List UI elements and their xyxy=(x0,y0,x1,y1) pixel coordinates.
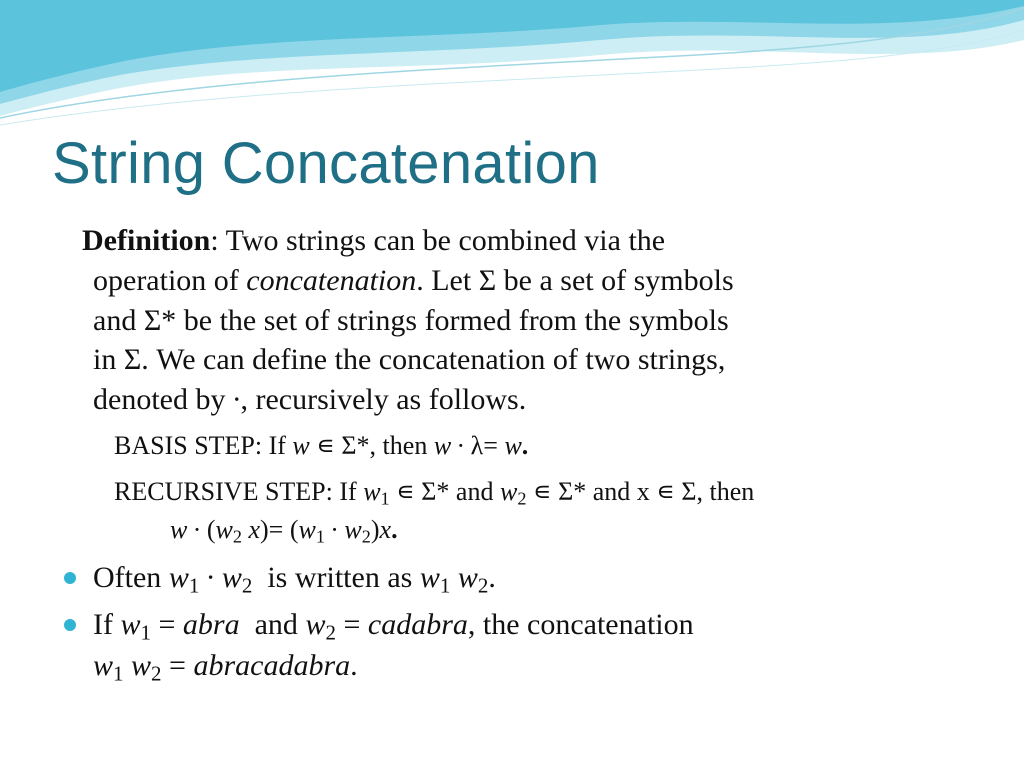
bullet2-sub: 2 xyxy=(325,620,336,645)
recursive-var: w xyxy=(215,515,233,544)
bullet-2-line-1 xyxy=(93,605,694,645)
definition-line-3: and Σ* be the set of strings formed from the symbols xyxy=(93,304,729,337)
bullet1-var: w xyxy=(419,561,440,594)
bullet2-op: = xyxy=(151,608,183,641)
basis-var: w xyxy=(292,431,310,460)
bullet1-var: w xyxy=(450,561,478,594)
bullet2-sub: 1 xyxy=(113,661,124,686)
recursive-var: w xyxy=(298,515,316,544)
bullet1-var: w xyxy=(221,561,242,594)
recursive-prefix: RECURSIVE STEP: If xyxy=(114,477,364,506)
bullet2-sub: 2 xyxy=(151,661,162,686)
basis-op: ∙ λ= xyxy=(451,431,505,460)
bullet2-op: = xyxy=(335,608,368,641)
recursive-var: w xyxy=(344,515,362,544)
bullet2-var: w xyxy=(305,608,326,641)
bullet2-text: and xyxy=(239,608,306,641)
recursive-op: )= ( xyxy=(260,515,299,544)
bullet1-sub: 2 xyxy=(477,573,489,598)
recursive-sub: 2 xyxy=(517,488,527,509)
bullet2-sub: 1 xyxy=(140,620,151,645)
bullet1-op: ∙ xyxy=(199,561,222,594)
bullet1-end: . xyxy=(488,561,496,594)
bullet1-text: Often xyxy=(93,561,169,594)
bullet-icon xyxy=(64,572,76,584)
recursive-sub: 1 xyxy=(380,488,390,509)
recursive-sub: 2 xyxy=(361,526,371,547)
recursive-mid: ∊ Σ* and x ∊ Σ, then xyxy=(526,477,755,506)
definition-line-4: in Σ. We can define the concatenation of two strings, xyxy=(93,343,726,376)
basis-step xyxy=(114,429,528,463)
definition-line-2 xyxy=(93,261,734,301)
recursive-sub: 2 xyxy=(232,526,242,547)
bullet2-var: w xyxy=(93,649,114,682)
slide-title: String Concatenation xyxy=(52,131,600,196)
recursive-var: w xyxy=(499,477,518,506)
bullet-2-line-2 xyxy=(93,646,358,686)
bullet2-value: abracadabra xyxy=(193,649,351,682)
recursive-var: x xyxy=(241,515,260,544)
bullet2-value: abra xyxy=(182,608,240,641)
bullet2-text: If xyxy=(93,608,121,641)
bullet2-var: w xyxy=(120,608,141,641)
bullet-icon xyxy=(64,619,76,631)
bullet2-text: , the concatenation xyxy=(467,608,694,641)
definition-line-1 xyxy=(82,221,665,261)
definition-label: Definition xyxy=(82,224,211,257)
basis-mid: ∊ Σ*, then xyxy=(309,431,434,460)
recursive-op: ∙ xyxy=(324,515,345,544)
recursive-var: w xyxy=(170,515,188,544)
concatenation-term: concatenation xyxy=(246,264,417,297)
bullet1-var: w xyxy=(168,561,189,594)
bullet2-value: cadabra xyxy=(367,608,468,641)
bullet2-op: = xyxy=(161,649,194,682)
recursive-end: . xyxy=(391,515,398,544)
definition-text-2c: . Let Σ be a set of symbols xyxy=(416,264,734,297)
recursive-op: ∙ ( xyxy=(187,515,216,544)
bullet1-sub: 2 xyxy=(241,573,253,598)
bullet-1 xyxy=(93,558,496,598)
recursive-step-line-2 xyxy=(170,513,398,547)
recursive-step-line-1 xyxy=(114,475,754,509)
bullet1-sub: 1 xyxy=(439,573,451,598)
recursive-sub: 1 xyxy=(315,526,325,547)
basis-var: w xyxy=(504,431,522,460)
recursive-var: w xyxy=(363,477,381,506)
recursive-var: x xyxy=(379,515,392,544)
recursive-op: ) xyxy=(370,515,380,544)
recursive-mid: ∊ Σ* and xyxy=(389,477,500,506)
basis-var: w xyxy=(433,431,452,460)
basis-prefix: BASIS STEP: If xyxy=(114,431,293,460)
definition-line-5: denoted by ∙, recursively as follows. xyxy=(93,383,527,416)
definition-text-2a: operation of xyxy=(93,264,247,297)
bullet1-sub: 1 xyxy=(188,573,200,598)
bullet2-end: . xyxy=(350,649,358,682)
bullet1-text: is written as xyxy=(252,561,420,594)
definition-text-1: : Two strings can be combined via the xyxy=(210,224,666,257)
bullet2-var: w xyxy=(123,649,152,682)
basis-end: . xyxy=(521,431,529,460)
